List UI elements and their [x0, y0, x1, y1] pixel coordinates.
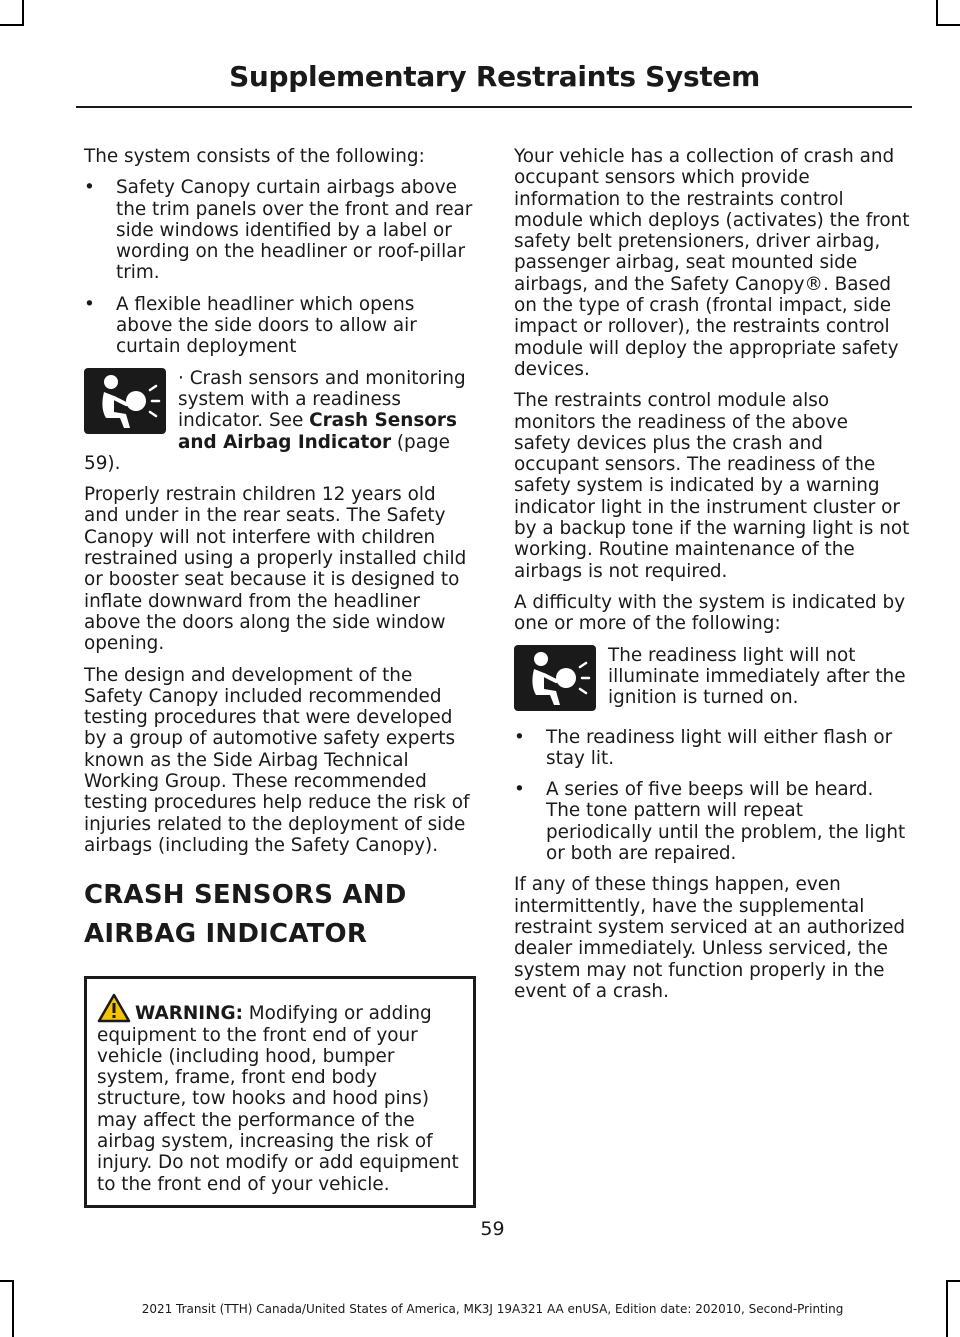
intro-text: The system consists of the following:	[84, 146, 425, 167]
page-footer: 2021 Transit (TTH) Canada/United States of America, MK3J 19A321 AA enUSA, Edition date: 202010, Second-Printing	[141, 1302, 844, 1316]
crash-sensor-item	[84, 368, 476, 474]
readiness-light-text: The readiness light will not illuminate immediately after the ignition is turned on.	[608, 644, 906, 709]
section-heading	[84, 880, 476, 950]
list-item	[84, 177, 476, 283]
airbag-warning-icon	[84, 368, 166, 434]
paragraph: The design and development of the Safety Canopy included recommended testing procedures that were developed by a group of automotive safety experts known as the Side Airbag Technical Working Group. These recommended testing procedures help reduce the risk of injuries related to the deployment of side airbags (including the Safety Canopy).	[84, 664, 470, 856]
crash-sensor-text: · Crash sensors and monitoring system with a readiness indicator. See	[178, 367, 466, 432]
crop-mark	[946, 1280, 960, 1282]
list-item	[84, 294, 476, 358]
paragraph: Properly restrain children 12 years old and under in the rear seats. The Safety Canopy will not interfere with children restrained using a properly installed child or booster seat because it is designed to inflate downward from the headliner above the doors along the side window opening.	[84, 484, 467, 655]
crop-mark	[22, 0, 24, 26]
section-heading-line: AIRBAG INDICATOR	[84, 919, 368, 950]
paragraph: Your vehicle has a collection of crash and occupant sensors which provide information to the restraints control module which deploys (activates) the front safety belt pretensioners, driver airbag, passenger airbag, seat mounted side airbags, and the Safety Canopy®. Based on the type of crash (frontal impact, side impact or rollover), the restraints control module will deploy the appropriate safety devices.	[514, 146, 910, 380]
list-item	[514, 727, 910, 770]
page-number: 59	[480, 1218, 505, 1240]
bullet: •	[84, 177, 95, 199]
bullet: •	[84, 293, 95, 315]
warning-box	[84, 976, 476, 1208]
page-reference: (page 59).	[84, 431, 450, 474]
airbag-warning-icon	[514, 645, 596, 711]
warning-text: Modifying or adding equipment to the front end of your vehicle (including hood, bumper system, frame, front end body structure, tow hooks and hood pins) may affect the performance of the airbag system, increasing the risk of injury. Do not modify or add equipment to the front end of your vehicle.	[97, 1003, 459, 1195]
right-column	[514, 146, 910, 1012]
paragraph: The restraints control module also monitors the readiness of the above safety devices plus the crash and occupant sensors. The readiness of the safety system is indicated by a warning indicator light in the instrument cluster or by a backup tone if the warning light is not working. Routine maintenance of the airbags is not required.	[514, 390, 910, 582]
warning-text-block	[97, 993, 463, 1195]
paragraph: If any of these things happen, even intermittently, have the supplemental restraint system serviced at an authorized dealer immediately. Unless serviced, the system may not function properly in the event of a crash.	[514, 874, 906, 1002]
bullet: •	[514, 779, 525, 801]
symptom-list	[514, 727, 910, 865]
warning-triangle-icon	[97, 993, 131, 1023]
bullet: •	[514, 726, 525, 748]
crop-mark	[0, 1280, 14, 1282]
header-divider	[76, 106, 912, 108]
crop-mark	[936, 0, 938, 26]
crop-mark	[936, 24, 960, 26]
crash-sensor-link[interactable]: Crash Sensors and Airbag Indicator	[178, 410, 457, 453]
component-list	[84, 177, 476, 357]
readiness-light-item	[514, 645, 910, 717]
list-item-text: The readiness light will either flash or stay lit.	[546, 726, 893, 769]
list-item	[514, 779, 910, 864]
left-column	[84, 146, 476, 1208]
list-item-text: Safety Canopy curtain airbags above the trim panels over the front and rear side windows identified by a label or wording on the headliner or roof-pillar trim.	[116, 177, 473, 284]
list-item-text: A flexible headliner which opens above the side doors to allow air curtain deployment	[116, 293, 417, 358]
list-item-text: A series of five beeps will be heard. The tone pattern will repeat periodically until the problem, the light or both are repaired.	[546, 779, 906, 865]
crop-mark	[0, 24, 24, 26]
warning-label: WARNING:	[135, 1003, 243, 1025]
page-title: Supplementary Restraints System	[229, 60, 760, 93]
section-heading-line: CRASH SENSORS AND	[84, 880, 407, 911]
paragraph: A difficulty with the system is indicated by one or more of the following:	[514, 591, 906, 635]
